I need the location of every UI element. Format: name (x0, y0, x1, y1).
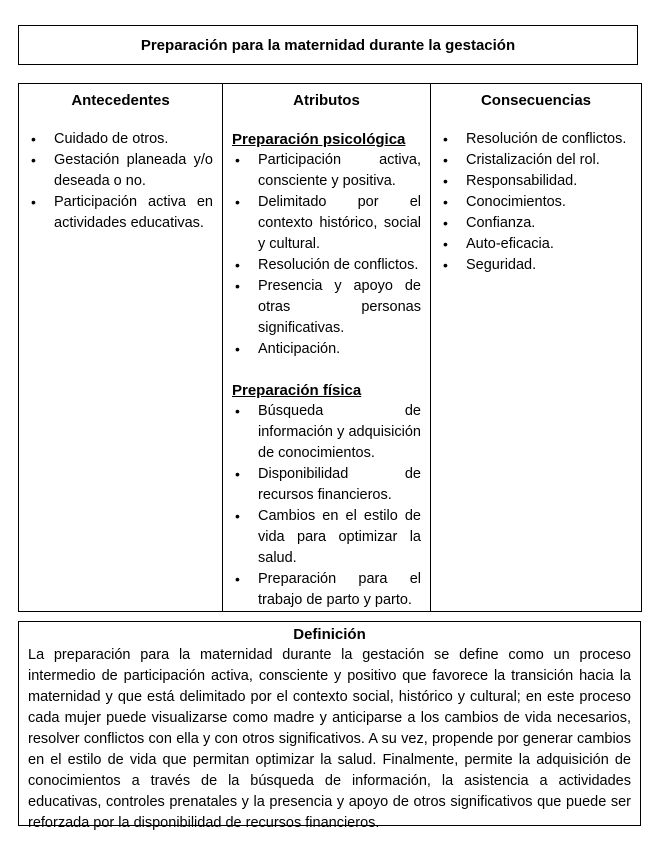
consecuencia-item: • Cristalización del rol. (440, 150, 632, 171)
consecuencia-item: • Seguridad. (440, 255, 632, 276)
antecedentes-heading: Antecedentes (71, 92, 170, 109)
antecedentes-column (19, 84, 223, 612)
atributo-item: • Resolución de conflictos. (232, 255, 421, 276)
antecedentes-list (28, 129, 213, 234)
atributos-column (223, 84, 431, 612)
atributo-item: • Delimitado por el contexto histórico, social y cultural. (232, 192, 421, 255)
atributo-item: • Participación activa, consciente y positiva. (232, 150, 421, 192)
fisica-list (232, 401, 421, 611)
psicologica-list (232, 150, 421, 360)
atributo-item: • Presencia y apoyo de otras personas significativas. (232, 276, 421, 339)
definition-text: La preparación para la maternidad durante la gestación se define como un proceso intermedio de participación activa, consciente y positivo que favorece la transición hacia la maternidad y que está delimitado por el contexto social, histórico y cultural; en este proceso cada mujer puede visualizarse como madre y anticiparse a los cambios de vida necesarios, resolver conflictos con ella y con otros significativos. A su vez, propende por generar cambios en el estilo de vida que permitan optimizar la salud. Finalmente, permite la adquisición de conocimientos a través de la búsqueda de información, la asistencia a actividades educativas, controles prenatales y la presencia y apoyo de otros significativos que puede ser reforzada por la disponibilidad de recursos financieros. (28, 647, 631, 831)
consecuencias-heading: Consecuencias (480, 92, 592, 109)
consecuencia-item: • Resolución de conflictos. (440, 129, 632, 150)
fisica-heading: Preparación física (232, 382, 362, 399)
consecuencia-item: • Confianza. (440, 213, 632, 234)
antecedente-item: • Participación activa en actividades educativas. (28, 192, 213, 234)
atributo-item: • Disponibilidad de recursos financieros. (232, 464, 421, 506)
title-box (18, 25, 638, 65)
antecedente-item: • Cuidado de otros. (28, 129, 213, 150)
consecuencia-item: • Auto-eficacia. (440, 234, 632, 255)
consecuencia-item: • Responsabilidad. (440, 171, 632, 192)
document-title: Preparación para la maternidad durante la gestación (140, 36, 516, 54)
consecuencia-item: • Conocimientos. (440, 192, 632, 213)
consecuencias-column (431, 84, 642, 612)
psicologica-heading: Preparación psicológica (232, 131, 406, 148)
definition-box (18, 621, 641, 831)
concept-table (18, 83, 642, 612)
atributo-item: • Búsqueda de información y adquisición de conocimientos. (232, 401, 421, 464)
atributos-heading: Atributos (293, 92, 360, 109)
atributo-item: • Cambios en el estilo de vida para optimizar la salud. (232, 506, 421, 569)
atributo-item: • Anticipación. (232, 339, 421, 360)
atributo-item: • Preparación para el trabajo de parto y parto. (232, 569, 421, 611)
antecedente-item: • Gestación planeada y/o deseada o no. (28, 150, 213, 192)
definition-heading: Definición (293, 626, 366, 643)
consecuencias-list (440, 129, 632, 276)
